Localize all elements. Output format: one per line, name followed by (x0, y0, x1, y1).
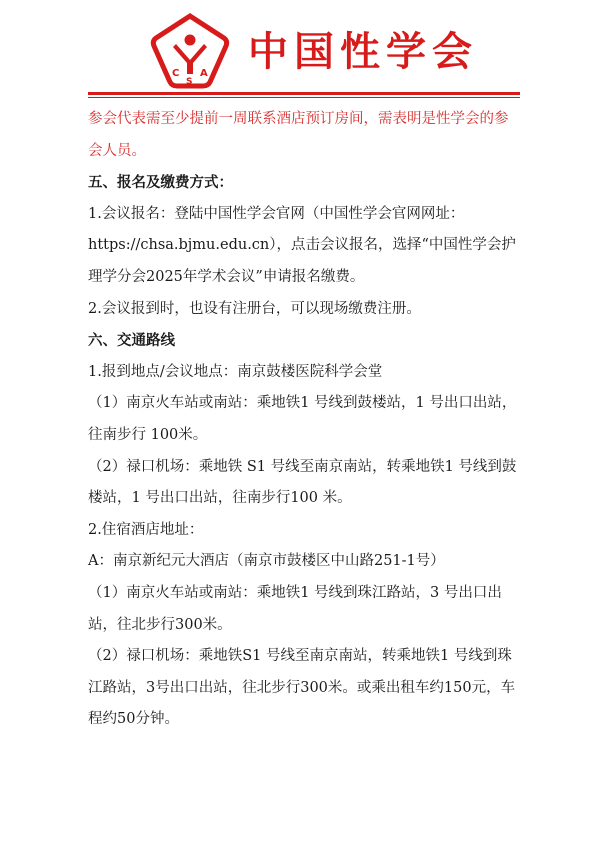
section-heading-registration: 五、报名及缴费方式： (88, 174, 233, 192)
hotel-a-route-station: （1）南京火车站或南站：乘地铁1 号线到珠江路站，3 号出口出站，往北步行300米。 (88, 584, 502, 633)
booking-notice: 参会代表需至少提前一周联系酒店预订房间，需表明是性学会的参会人员。 (88, 111, 509, 159)
logo-letter-a: A (200, 68, 208, 79)
header-rule-thin (88, 97, 520, 98)
document-body (88, 104, 520, 736)
logo-letter-s: S (186, 77, 193, 87)
section-heading-transport: 六、交通路线 (88, 332, 175, 350)
letterhead (0, 0, 600, 100)
hotel-a-route-airport: （2）禄口机场：乘地铁S1 号线至南京南站，转乘地铁1 号线到珠江路站，3号出口出站，往北步行300米。或乘出租车约150元，车程约50分钟。 (88, 648, 516, 728)
header-rule-thick (88, 92, 520, 95)
hotel-item: 2.住宿酒店地址： (88, 521, 204, 538)
logo-letter-c: C (172, 68, 180, 79)
registration-item-2: 2.会议报到时，也设有注册台，可以现场缴费注册。 (88, 300, 421, 317)
org-name: 中国性学会 (248, 29, 478, 75)
hotel-a-address: A：南京新纪元大酒店（南京市鼓楼区中山路251-1号） (88, 553, 445, 570)
registration-item-1: 1.会议报名：登陆中国性学会官网（中国性学会官网网址：https://chsa.bjmu.edu.cn），点击会议报名，选择“中国性学会护理学分会2025年学术会议”申请报名缴费。 (88, 205, 516, 285)
venue-item: 1.报到地点/会议地点：南京鼓楼医院科学会堂 (88, 363, 383, 380)
society-logo-icon (150, 12, 230, 92)
venue-route-station: （1）南京火车站或南站：乘地铁1 号线到鼓楼站，1 号出口出站，往南步行 100米。 (88, 395, 517, 443)
venue-route-airport: （2）禄口机场：乘地铁 S1 号线至南京南站，转乘地铁1 号线到鼓楼站，1 号出口出站，往南步行100 米。 (88, 458, 517, 507)
